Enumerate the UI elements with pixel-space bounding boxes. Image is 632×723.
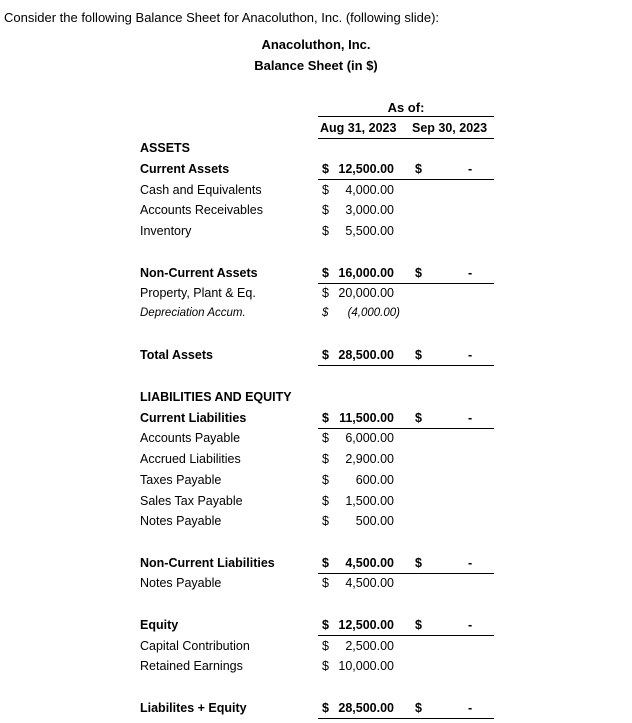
row-label: Property, Plant & Eq. <box>140 286 256 300</box>
amount-value: 28,500.00 <box>338 701 394 715</box>
amount-value: 2,900.00 <box>345 452 394 466</box>
currency-symbol: $ <box>322 411 329 425</box>
amount-value: 4,000.00 <box>345 183 394 197</box>
aug-amount <box>322 576 394 592</box>
currency-symbol: $ <box>322 494 329 508</box>
currency-symbol: $ <box>322 659 329 673</box>
row-label: Total Assets <box>140 348 213 362</box>
row-label: Taxes Payable <box>140 473 222 487</box>
amount-value: 1,500.00 <box>345 494 394 508</box>
currency-symbol: $ <box>322 266 329 280</box>
subtotal-rule <box>318 718 494 719</box>
amount-value: - <box>468 411 473 425</box>
amount-value: - <box>468 266 473 280</box>
row-label: Depreciation Accum. <box>140 307 246 319</box>
row-label: Sales Tax Payable <box>140 494 243 508</box>
currency-symbol: $ <box>322 556 329 570</box>
statement-title: Balance Sheet (in $) <box>254 58 378 73</box>
aug-amount <box>322 494 394 510</box>
as-of-heading: As of: <box>387 100 425 115</box>
currency-symbol: $ <box>415 701 422 715</box>
row-label: Equity <box>140 618 179 632</box>
amount-value: 5,500.00 <box>345 224 394 238</box>
currency-symbol: $ <box>322 348 329 362</box>
row-label: Accrued Liabilities <box>140 452 241 466</box>
amount-value: 4,500.00 <box>345 576 394 590</box>
currency-symbol: $ <box>322 639 329 653</box>
currency-symbol: $ <box>415 411 422 425</box>
sep-amount <box>322 411 492 427</box>
row-label: Cash and Equivalents <box>140 183 262 197</box>
aug-amount <box>322 452 394 468</box>
amount-value: 16,000.00 <box>338 266 394 280</box>
subtotal-rule <box>318 179 494 180</box>
row-label: Liabilites + Equity <box>140 701 247 715</box>
amount-value: 12,500.00 <box>338 162 394 176</box>
currency-symbol: $ <box>322 514 329 528</box>
currency-symbol: $ <box>322 701 329 715</box>
currency-symbol: $ <box>322 286 329 300</box>
sep-amount <box>322 348 492 364</box>
currency-symbol: $ <box>415 618 422 632</box>
currency-symbol: $ <box>415 162 422 176</box>
row-label: Current Assets <box>140 162 230 176</box>
amount-value: - <box>468 162 473 176</box>
sep-amount <box>322 618 492 634</box>
header-top-rule <box>318 116 494 117</box>
currency-symbol: $ <box>415 266 422 280</box>
currency-symbol: $ <box>322 618 329 632</box>
sep-amount <box>322 701 492 717</box>
amount-value: 600.00 <box>355 473 394 487</box>
currency-symbol: $ <box>415 348 422 362</box>
aug-amount <box>322 514 394 530</box>
subtotal-rule <box>318 573 494 574</box>
sep-amount <box>322 556 492 572</box>
currency-symbol: $ <box>322 203 329 217</box>
row-label: ASSETS <box>140 141 191 155</box>
currency-symbol: $ <box>322 452 329 466</box>
aug-amount <box>322 307 400 323</box>
amount-value: 500.00 <box>355 514 394 528</box>
row-label: Notes Payable <box>140 514 222 528</box>
intro-text: Consider the following Balance Sheet for Anacoluthon, Inc. (following slide): <box>4 10 440 25</box>
aug-amount <box>322 659 394 675</box>
row-label: Inventory <box>140 224 192 238</box>
aug-amount <box>322 286 394 302</box>
amount-value: 6,000.00 <box>345 431 394 445</box>
amount-value: - <box>468 618 473 632</box>
currency-symbol: $ <box>322 431 329 445</box>
amount-value: 11,500.00 <box>339 411 394 425</box>
amount-value: 4,500.00 <box>345 556 394 570</box>
amount-value: - <box>468 348 473 362</box>
aug-amount <box>322 183 394 199</box>
amount-value: 3,000.00 <box>345 203 394 217</box>
company-name: Anacoluthon, Inc. <box>261 37 371 52</box>
row-label: Retained Earnings <box>140 659 243 673</box>
aug-amount <box>322 473 394 489</box>
row-label: Accounts Payable <box>140 431 241 445</box>
amount-value: (4,000.00) <box>347 307 400 319</box>
aug-amount <box>322 224 394 240</box>
currency-symbol: $ <box>322 576 329 590</box>
currency-symbol: $ <box>322 162 329 176</box>
aug-amount <box>322 203 394 219</box>
currency-symbol: $ <box>415 556 422 570</box>
aug-amount <box>322 431 394 447</box>
subtotal-rule <box>318 283 494 284</box>
subtotal-rule <box>318 365 494 366</box>
aug-amount <box>322 639 394 655</box>
currency-symbol: $ <box>322 473 329 487</box>
amount-value: - <box>468 556 473 570</box>
row-label: Accounts Receivables <box>140 203 263 217</box>
row-label: Current Liabilities <box>140 411 247 425</box>
row-label: LIABILITIES AND EQUITY <box>140 390 292 404</box>
currency-symbol: $ <box>322 307 329 319</box>
column-header-sep: Sep 30, 2023 <box>412 121 488 135</box>
amount-value: 28,500.00 <box>338 348 394 362</box>
amount-value: 20,000.00 <box>338 286 394 300</box>
row-label: Notes Payable <box>140 576 222 590</box>
subtotal-rule <box>318 428 494 429</box>
row-label: Non-Current Assets <box>140 266 258 280</box>
column-header-aug: Aug 31, 2023 <box>320 121 397 135</box>
row-label: Non-Current Liabilities <box>140 556 275 570</box>
amount-value: 2,500.00 <box>345 639 394 653</box>
subtotal-rule <box>318 635 494 636</box>
amount-value: 12,500.00 <box>338 618 394 632</box>
header-bottom-rule <box>318 138 494 139</box>
amount-value: - <box>468 701 473 715</box>
sep-amount <box>322 162 492 178</box>
sep-amount <box>322 266 492 282</box>
amount-value: 10,000.00 <box>338 659 394 673</box>
currency-symbol: $ <box>322 224 329 238</box>
currency-symbol: $ <box>322 183 329 197</box>
row-label: Capital Contribution <box>140 639 250 653</box>
